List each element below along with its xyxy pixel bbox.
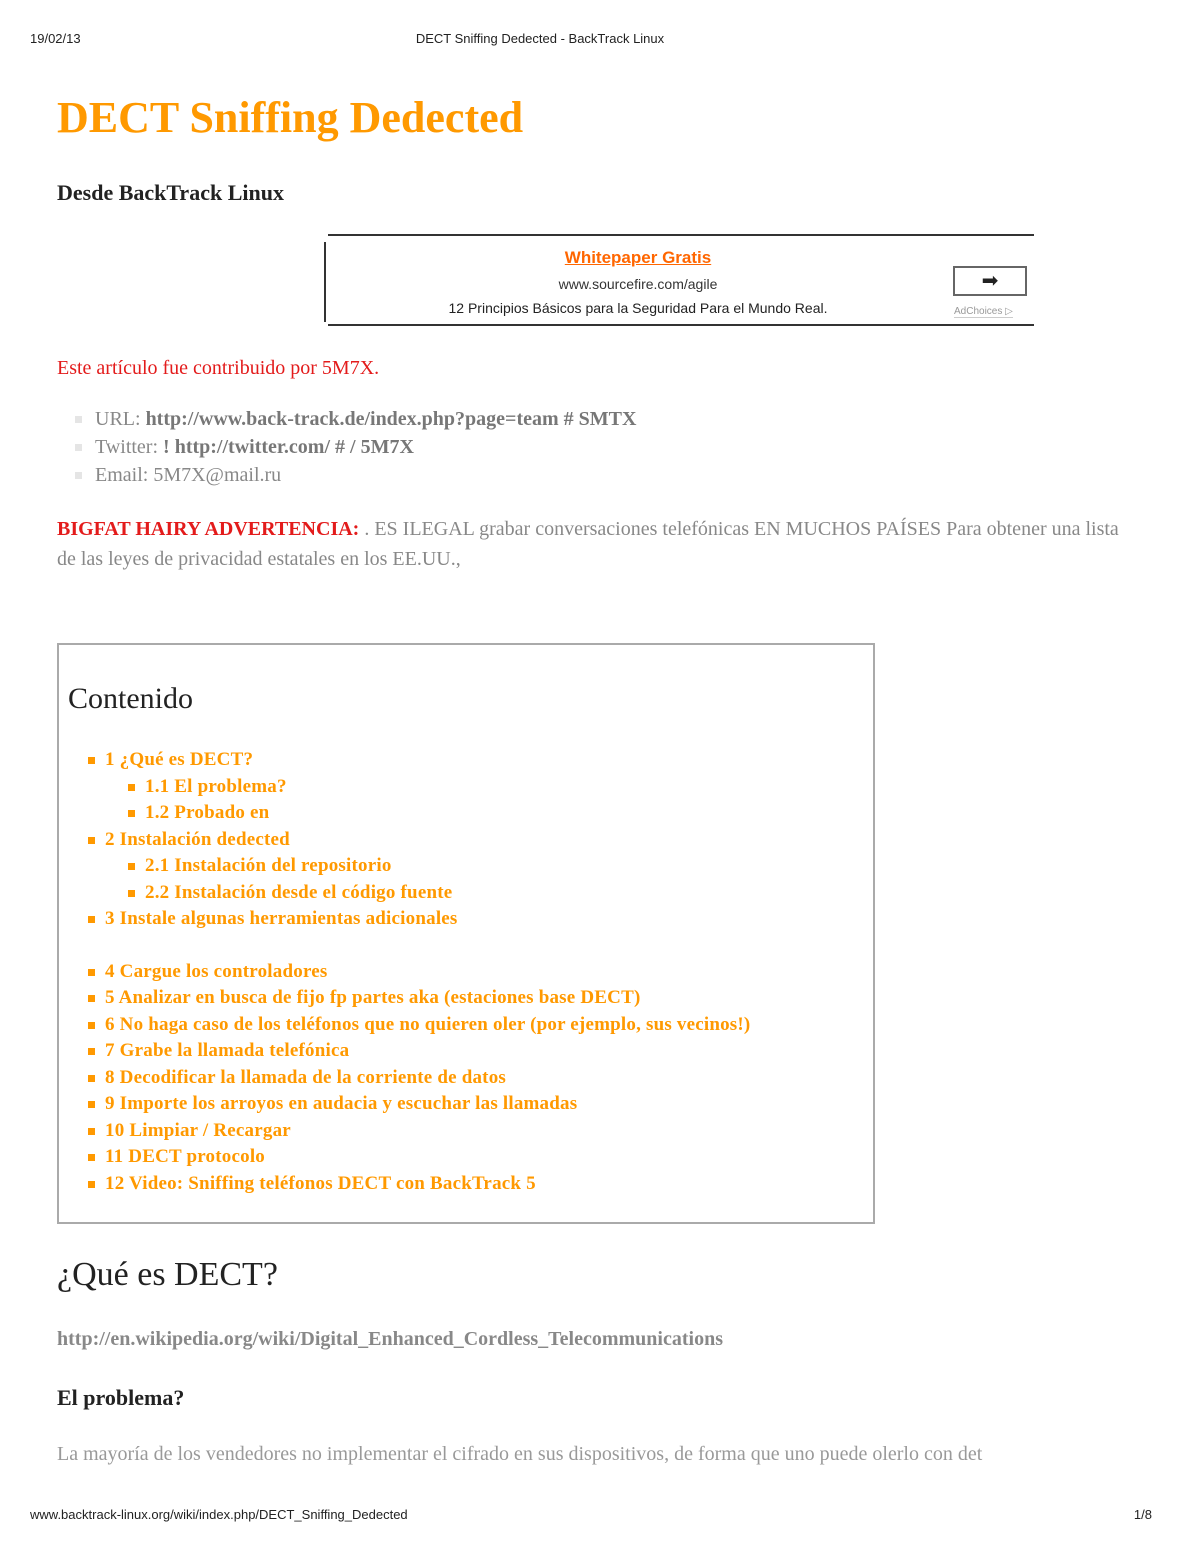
- list-item-twitter: [57, 434, 636, 462]
- bullet-square-icon: [88, 1101, 95, 1108]
- print-title: DECT Sniffing Dedected - BackTrack Linux: [415, 31, 665, 46]
- bullet-square-icon: [128, 810, 135, 817]
- page-subtitle: Desde BackTrack Linux: [57, 180, 284, 205]
- list-item-email: [57, 462, 636, 490]
- bullet-square-icon: [88, 969, 95, 976]
- list-item-url: [57, 406, 636, 434]
- contributor-note: Este artículo fue contribuido por 5M7X.: [57, 357, 380, 379]
- bullet-square-icon: [88, 916, 95, 923]
- ad-description: 12 Principios Básicos para la Seguridad Para el Mundo Real.: [448, 300, 828, 316]
- sub-heading: El problema?: [57, 1385, 185, 1410]
- toc-item-8[interactable]: [59, 1065, 875, 1092]
- toc-link[interactable]: 2.1 Instalación del repositorio: [145, 855, 392, 876]
- toc-link[interactable]: 8 Decodificar la llamada de la corriente de datos: [105, 1066, 506, 1088]
- toc-item-7[interactable]: [59, 1038, 875, 1065]
- legal-warning: [57, 514, 1137, 574]
- bullet-square-icon: [88, 1181, 95, 1188]
- table-of-contents: [57, 643, 875, 1224]
- toc-link[interactable]: 5 Analizar en busca de fijo fp partes aka (estaciones base DECT): [105, 987, 641, 1008]
- bullet-square-icon: [75, 472, 82, 479]
- twitter-label: Twitter:: [95, 436, 159, 458]
- ad-url[interactable]: www.sourcefire.com/agile: [558, 276, 718, 292]
- bullet-square-icon: [75, 444, 82, 451]
- bullet-square-icon: [88, 757, 95, 764]
- bullet-square-icon: [128, 863, 135, 870]
- bullet-square-icon: [88, 837, 95, 844]
- bullet-square-icon: [88, 1048, 95, 1055]
- toc-link[interactable]: 11 DECT protocolo: [105, 1146, 265, 1167]
- bullet-square-icon: [88, 1128, 95, 1135]
- twitter-link[interactable]: ! http://twitter.com/ # / 5M7X: [163, 436, 414, 458]
- toc-item-1-1[interactable]: [59, 774, 875, 801]
- toc-item-11[interactable]: [59, 1144, 875, 1171]
- bullet-square-icon: [75, 416, 82, 423]
- ad-title-link[interactable]: Whitepaper Gratis: [564, 248, 712, 267]
- toc-item-5[interactable]: [59, 985, 875, 1012]
- contributor-info-list: [57, 406, 636, 490]
- toc-list: [59, 747, 875, 1197]
- body-paragraph: La mayoría de los vendedores no implementar el cifrado en sus dispositivos, de forma que uno puede olerlo con det: [57, 1443, 983, 1465]
- toc-link[interactable]: 2 Instalación dedected: [105, 828, 290, 850]
- toc-link[interactable]: 6 No haga caso de los teléfonos que no quieren oler (por ejemplo, sus vecinos!): [105, 1013, 751, 1035]
- print-date: 19/02/13: [30, 31, 81, 46]
- toc-item-1-2[interactable]: [59, 800, 875, 827]
- toc-item-4[interactable]: [59, 959, 875, 986]
- wikipedia-link[interactable]: http://en.wikipedia.org/wiki/Digital_Enhanced_Cordless_Telecommunications: [57, 1328, 723, 1350]
- toc-item-6[interactable]: [59, 1012, 875, 1039]
- toc-link[interactable]: 3 Instale algunas herramientas adicionales: [105, 908, 458, 929]
- ad-choices-link[interactable]: AdChoices ▷: [954, 306, 1013, 317]
- toc-link[interactable]: 10 Limpiar / Recargar: [105, 1119, 291, 1141]
- toc-item-10[interactable]: [59, 1118, 875, 1145]
- toc-item-12[interactable]: [59, 1171, 875, 1198]
- toc-item-2[interactable]: [59, 827, 875, 854]
- warning-label: BIGFAT HAIRY ADVERTENCIA:: [57, 518, 360, 540]
- email-value[interactable]: 5M7X@mail.ru: [153, 464, 282, 486]
- toc-item-1[interactable]: [59, 747, 875, 774]
- toc-link[interactable]: 2.2 Instalación desde el código fuente: [145, 881, 453, 903]
- toc-link[interactable]: 1.1 El problema?: [145, 775, 287, 797]
- toc-item-2-1[interactable]: [59, 853, 875, 880]
- bullet-square-icon: [88, 1075, 95, 1082]
- bullet-square-icon: [128, 784, 135, 791]
- print-url: www.backtrack-linux.org/wiki/index.php/DECT_Sniffing_Dedected: [30, 1507, 408, 1522]
- email-label: Email:: [95, 464, 149, 486]
- bullet-square-icon: [88, 1154, 95, 1161]
- section-heading: ¿Qué es DECT?: [57, 1256, 278, 1293]
- ad-edge: [324, 242, 326, 322]
- toc-title: Contenido: [68, 682, 193, 715]
- url-label: URL:: [95, 408, 141, 430]
- toc-item-2-2[interactable]: [59, 880, 875, 907]
- url-link[interactable]: http://www.back-track.de/index.php?page=team # SMTX: [145, 408, 637, 430]
- bullet-square-icon: [128, 890, 135, 897]
- toc-link[interactable]: 9 Importe los arroyos en audacia y escuchar las llamadas: [105, 1093, 578, 1114]
- toc-item-9[interactable]: [59, 1091, 875, 1118]
- toc-link[interactable]: 12 Video: Sniffing teléfonos DECT con BackTrack 5: [105, 1172, 536, 1194]
- page-title: DECT Sniffing Dedected: [57, 93, 524, 142]
- toc-link[interactable]: 1.2 Probado en: [145, 802, 270, 823]
- bullet-square-icon: [88, 995, 95, 1002]
- toc-item-3[interactable]: [59, 906, 875, 933]
- toc-link[interactable]: 4 Cargue los controladores: [105, 960, 328, 982]
- warning-text: . ES ILEGAL grabar conversaciones telefónicas EN MUCHOS PAÍSES Para obtener una lista de las leyes de privacidad estatales en los EE.UU.,: [57, 518, 1119, 570]
- bullet-square-icon: [88, 1022, 95, 1029]
- arrow-right-icon[interactable]: ➡: [953, 266, 1027, 296]
- toc-link[interactable]: 7 Grabe la llamada telefónica: [105, 1040, 350, 1061]
- toc-link[interactable]: 1 ¿Qué es DECT?: [105, 749, 254, 770]
- ad-banner[interactable]: [328, 234, 1034, 326]
- page-number: 1/8: [1133, 1507, 1152, 1522]
